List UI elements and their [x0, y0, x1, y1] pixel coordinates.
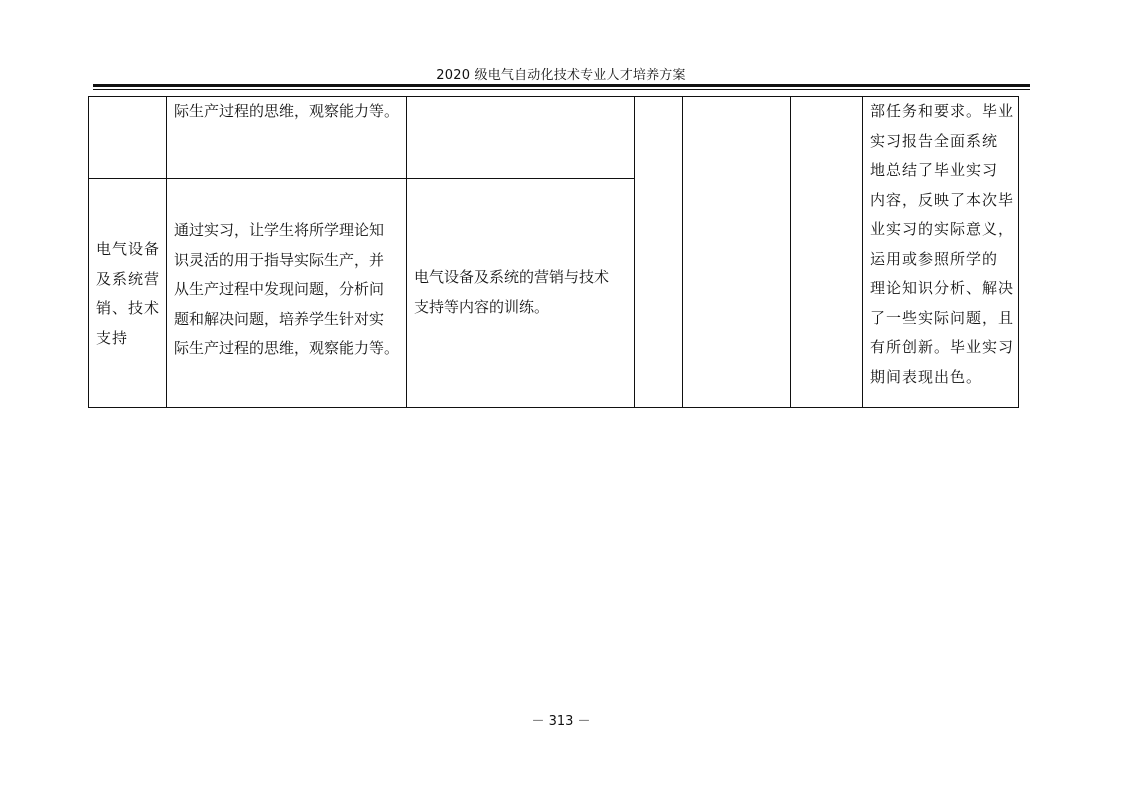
cell-text-line: 识灵活的用于指导实际生产，并: [174, 250, 385, 269]
cell-text-line: 电气设备: [96, 240, 161, 258]
cell-text-line: 支持等内容的训练。: [414, 297, 550, 316]
evaluation-cell: [870, 97, 1014, 392]
content-cell: [414, 263, 609, 322]
cell-text-line: 地总结了毕业实习: [870, 161, 999, 179]
cell-text-line: 有所创新。毕业实习: [870, 338, 1015, 356]
page-number: － 313 －: [531, 714, 591, 729]
cell-text-line: 从生产过程中发现问题，分析问: [174, 280, 385, 298]
column-divider: [862, 96, 863, 408]
column-divider: [166, 96, 167, 408]
cell-text-line: 运用或参照所学的: [870, 249, 999, 268]
table-border-left: [88, 96, 89, 408]
column-divider: [682, 96, 683, 408]
column-divider: [790, 96, 791, 408]
cell-text-line: 理论知识分析、解决: [870, 279, 1015, 297]
cell-text-line: 期间表现出色。: [870, 367, 983, 386]
objective-cell: [174, 216, 399, 364]
table-border-bottom: [88, 407, 1019, 408]
cell-text-line: 内容，反映了本次毕: [870, 190, 1015, 209]
cell-text-line: 际生产过程的思维，观察能力等。: [174, 339, 400, 357]
document-title: 2020 级电气自动化技术专业人才培养方案: [436, 68, 686, 83]
column-divider: [406, 96, 407, 408]
cell-text-line: 际生产过程的思维，观察能力等。: [174, 102, 400, 120]
module-name-cell: [96, 235, 160, 353]
cell-text-line: 通过实习，让学生将所学理论知: [174, 221, 385, 239]
cell-text-line: 题和解决问题，培养学生针对实: [174, 309, 385, 328]
row-divider: [88, 178, 635, 179]
objective-cell-continued: [174, 97, 399, 127]
cell-text-line: 电气设备及系统的营销与技术: [414, 268, 610, 286]
cell-text-line: 了一些实际问题，且: [870, 308, 1015, 327]
cell-text-line: 业实习的实际意义，: [870, 220, 1015, 238]
cell-text-line: 支持: [96, 328, 129, 347]
cell-text-line: 部任务和要求。毕业: [870, 102, 1015, 120]
cell-text-line: 实习报告全面系统: [870, 131, 999, 150]
cell-text-line: 及系统营: [96, 269, 161, 288]
table-border-right: [1018, 96, 1019, 408]
cell-text-line: 销、技术: [96, 299, 161, 317]
column-divider: [634, 96, 635, 408]
